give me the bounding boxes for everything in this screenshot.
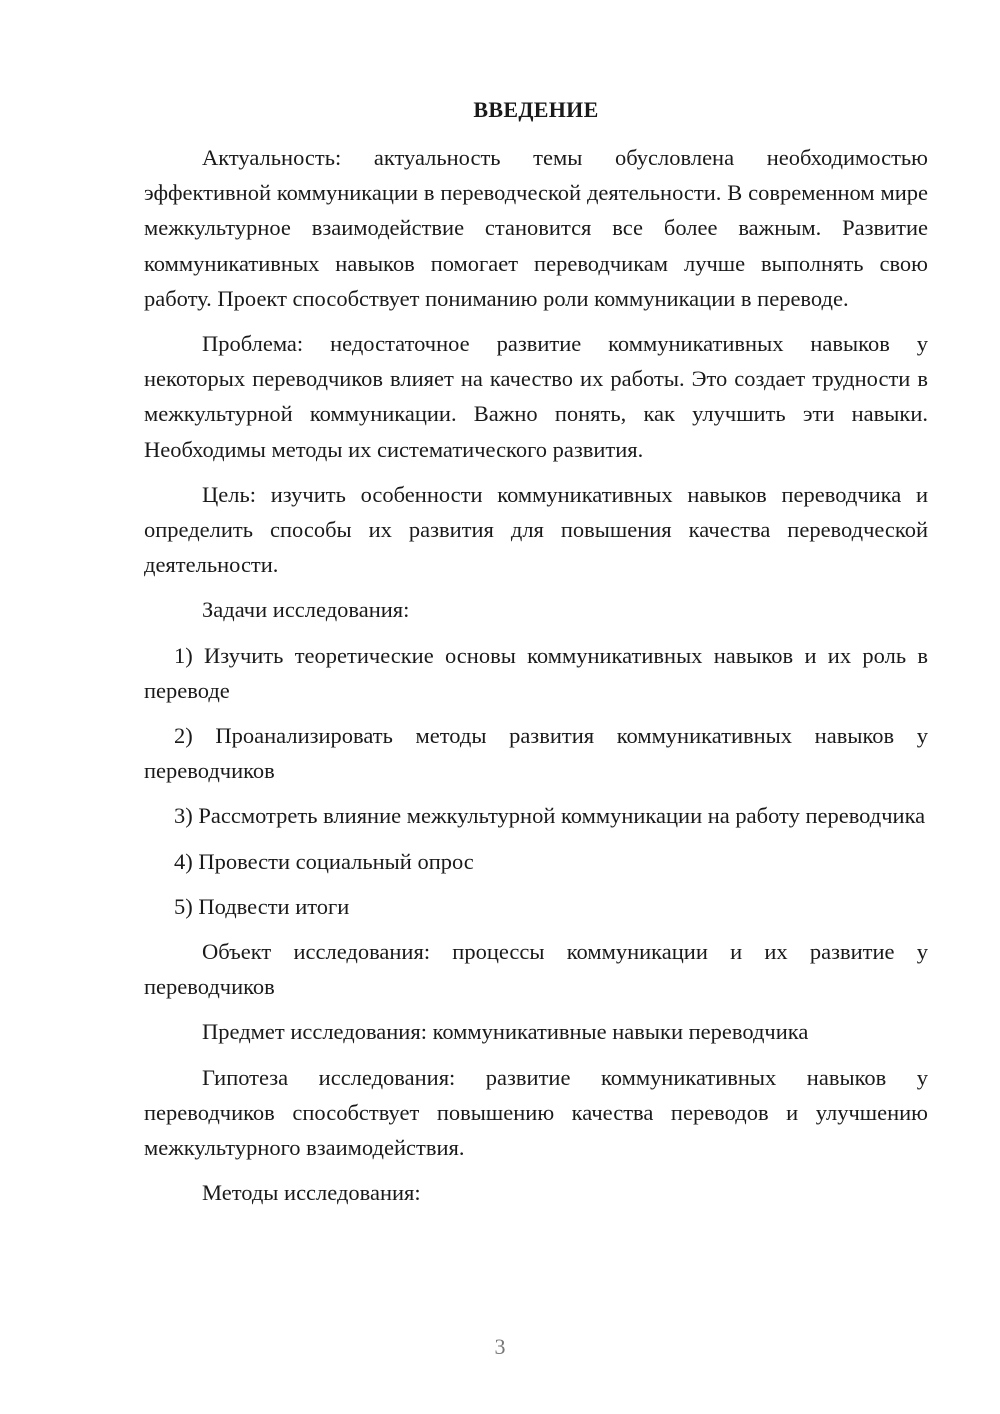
- document-page: [144, 94, 928, 1220]
- task-item-5: 5) Подвести итоги: [174, 893, 350, 919]
- paragraph-problem: Проблема: недостаточное развитие коммуникативных навыков у некоторых переводчиков влияет на качество их работы. Это создает трудности в межкультурной коммуникации. Важно понять, как улучшить эти навыки. Необходимы методы их систематического развития.: [144, 331, 928, 462]
- task-item-1: 1) Изучить теоретические основы коммуникативных навыков и их роль в переводе: [144, 642, 928, 703]
- paragraph-methods: Методы исследования:: [202, 1180, 421, 1206]
- task-item-3: 3) Рассмотреть влияние межкультурной коммуникации на работу переводчика: [174, 803, 926, 829]
- paragraph-tasks-heading: Задачи исследования:: [202, 597, 410, 623]
- paragraph-hypothesis: Гипотеза исследования: развитие коммуникативных навыков у переводчиков способствует повышению качества переводов и улучшению межкультурного взаимодействия.: [144, 1064, 928, 1161]
- section-title: ВВЕДЕНИЕ: [473, 97, 599, 122]
- paragraph-subject: Предмет исследования: коммуникативные навыки переводчика: [202, 1019, 809, 1045]
- paragraph-goal: Цель: изучить особенности коммуникативных навыков переводчика и определить способы их развития для повышения качества переводческой деятельности.: [144, 481, 928, 578]
- task-item-2: 2) Проанализировать методы развития коммуникативных навыков у переводчиков: [144, 723, 928, 784]
- paragraph-relevance: Актуальность: актуальность темы обусловлена необходимостью эффективной коммуникации в переводческой деятельности. В современном мире межкультурное взаимодействие становится все более важным. Развитие коммуникативных навыков помогает переводчикам лучше выполнять свою работу. Проект способствует пониманию роли коммуникации в переводе.: [144, 145, 928, 311]
- paragraph-object: Объект исследования: процессы коммуникации и их развитие у переводчиков: [144, 939, 928, 1000]
- page-number: 3: [494, 1334, 506, 1359]
- task-item-4: 4) Провести социальный опрос: [174, 848, 474, 874]
